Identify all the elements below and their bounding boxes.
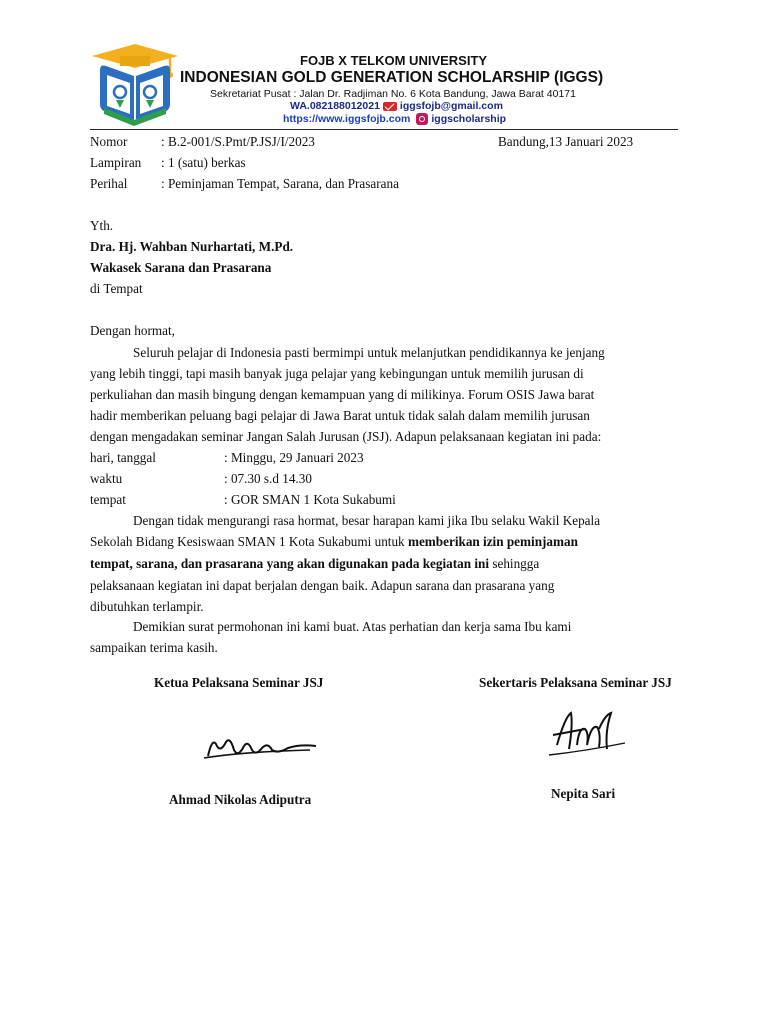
letter-date: Bandung,13 Januari 2023 bbox=[498, 134, 634, 149]
org-address: Sekretariat Pusat : Jalan Dr. Radjiman No. 6 Kota Bandung, Jawa Barat 40171 bbox=[210, 88, 576, 100]
lampiran-value: : 1 (satu) berkas bbox=[161, 155, 246, 170]
wa-number: WA.082188012021 bbox=[290, 100, 380, 112]
lampiran-label: Lampiran bbox=[90, 155, 142, 170]
recipient-yth: Yth. bbox=[90, 218, 114, 233]
website-link[interactable]: https://www.iggsfojb.com bbox=[283, 113, 411, 125]
instagram-handle[interactable]: iggscholarship bbox=[431, 113, 507, 125]
nomor-value: : B.2-001/S.Pmt/P.JSJ/I/2023 bbox=[161, 134, 315, 149]
org-name-line1: FOJB X TELKOM UNIVERSITY bbox=[300, 53, 488, 68]
schedule-value-date: : Minggu, 29 Januari 2023 bbox=[224, 450, 364, 465]
signature-right-name: Nepita Sari bbox=[551, 786, 616, 801]
graduation-cap-book-logo-icon bbox=[90, 42, 180, 128]
paragraph-text: Sekolah Bidang Kesiswaan SMAN 1 Kota Sukabumi untuk bbox=[90, 534, 408, 549]
schedule-value-time: : 07.30 s.d 14.30 bbox=[224, 471, 312, 486]
paragraph-line: pelaksanaan kegiatan ini dapat berjalan dengan baik. Adapun sarana dan prasarana yang bbox=[90, 578, 555, 593]
signature-left-icon bbox=[200, 728, 325, 768]
recipient-position: Wakasek Sarana dan Prasarana bbox=[90, 260, 272, 275]
paragraph-emphasis: tempat, sarana, dan prasarana yang akan digunakan pada kegiatan ini bbox=[90, 556, 490, 571]
perihal-label: Perihal bbox=[90, 176, 128, 191]
paragraph-line: Dengan tidak mengurangi rasa hormat, besar harapan kami jika Ibu selaku Wakil Kepala bbox=[133, 513, 601, 528]
signature-right-icon bbox=[545, 705, 630, 760]
paragraph-line: dengan mengadakan seminar Jangan Salah Jurusan (JSJ). Adapun pelaksanaan kegiatan ini pada: bbox=[90, 429, 602, 444]
paragraph-line: dibutuhkan terlampir. bbox=[90, 599, 204, 614]
schedule-value-place: : GOR SMAN 1 Kota Sukabumi bbox=[224, 492, 396, 507]
instagram-icon bbox=[416, 113, 428, 125]
paragraph-line: Seluruh pelajar di Indonesia pasti bermimpi untuk melanjutkan pendidikannya ke jenjang bbox=[133, 345, 605, 360]
greeting: Dengan hormat, bbox=[90, 323, 175, 338]
recipient-place: di Tempat bbox=[90, 281, 143, 296]
schedule-label-time: waktu bbox=[90, 471, 123, 486]
email-link[interactable]: iggsfojb@gmail.com bbox=[399, 100, 503, 112]
header-divider bbox=[90, 129, 678, 130]
nomor-label: Nomor bbox=[90, 134, 128, 149]
paragraph-text: sehingga bbox=[489, 556, 540, 571]
perihal-value: : Peminjaman Tempat, Sarana, dan Prasarana bbox=[161, 176, 399, 191]
paragraph-line bbox=[90, 535, 578, 548]
paragraph-line: sampaikan terima kasih. bbox=[90, 640, 218, 655]
paragraph-line: hadir memberikan peluang bagi pelajar di Jawa Barat untuk tidak salah dalam memilih jurusan bbox=[90, 408, 590, 423]
mail-icon bbox=[383, 102, 397, 111]
contact-line-wa-email bbox=[290, 100, 503, 112]
paragraph-line: yang lebih tinggi, tapi masih banyak juga pelajar yang kebingungan untuk memilih jurusan di bbox=[90, 366, 584, 381]
schedule-label-place: tempat bbox=[90, 492, 126, 507]
recipient-name: Dra. Hj. Wahban Nurhartati, M.Pd. bbox=[90, 239, 294, 254]
org-name-line2: INDONESIAN GOLD GENERATION SCHOLARSHIP (IGGS) bbox=[180, 69, 604, 86]
signature-left-name: Ahmad Nikolas Adiputra bbox=[169, 792, 312, 807]
signature-left-title: Ketua Pelaksana Seminar JSJ bbox=[154, 675, 324, 690]
signature-right-title: Sekertaris Pelaksana Seminar JSJ bbox=[479, 675, 672, 690]
contact-line-web-ig bbox=[283, 113, 506, 125]
paragraph-line bbox=[90, 557, 539, 570]
paragraph-line: perkuliahan dan masih bingung dengan kemampuan yang di milikinya. Forum OSIS Jawa barat bbox=[90, 387, 595, 402]
paragraph-line: Demikian surat permohonan ini kami buat. Atas perhatian dan kerja sama Ibu kami bbox=[133, 619, 572, 634]
paragraph-emphasis: memberikan izin peminjaman bbox=[407, 534, 578, 549]
schedule-label-date: hari, tanggal bbox=[90, 450, 156, 465]
